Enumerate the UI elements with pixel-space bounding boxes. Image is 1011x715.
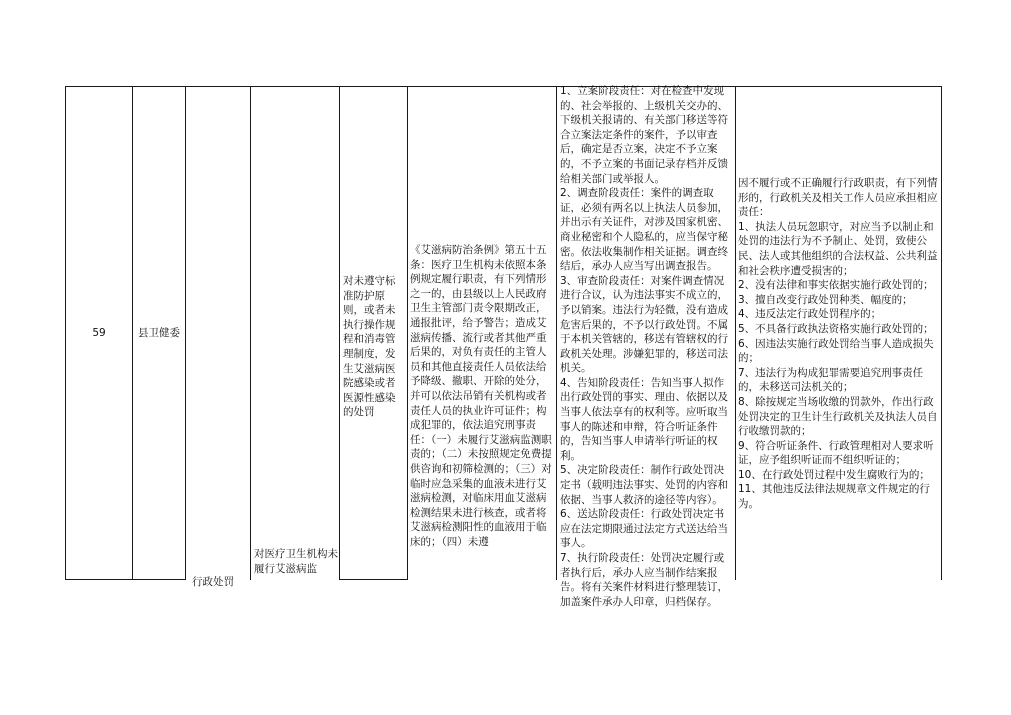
table-row-bottom-border	[65, 579, 185, 580]
row-number-cell	[66, 87, 132, 579]
item-name-cell	[251, 87, 339, 579]
department-cell	[133, 87, 185, 579]
accountability-list: 因不履行或不正确履行行政职责，有下列情形的，行政机关及相关工作人员应承担相应责任： 1、执法人员玩忽职守，对应当予以制止和处罚的违法行为不予制止、处罚，致使公民、法人或其他组织的合法权益、公共利益和社会秩序遭受损害的； 2、没有法律和事实依据实施行政处罚的； 3、擅自改变行政处罚种类、幅度的； 4、违反法定行政处罚程序的； 5、不具备行政执法资格实施行政处罚的； 6、因违法实施行政处罚给当事人造成损失的； 7、违法行为构成犯罪需要追究刑事责任的，未移送司法机关的； 8、除按规定当场收缴的罚款外，作出行政处罚决定的卫生计生行政机关及执法人员自行收缴罚款的； 9、符合听证条件、行政管理相对人要求听证，应予组织听证而不组织听证的； 10、在行政处罚过程中发生腐败行为的； 11、其他违反法律法规规章文件规定的行为。	[738, 177, 938, 511]
responsibility-list: 1、立案阶段责任：对在检查中发现的、社会举报的、上级机关交办的、下级机关报请的、有关部门移送等符合立案法定条件的案件，予以审查后，确定是否立案，决定不予立案的，不予立案的书面记录存档并反馈给相关部门或举报人。 2、调查阶段责任：案件的调查取证，必须有两名以上执法人员参加，并出示有关证件，对涉及国家机密、商业秘密和个人隐私的，应当保守秘密。依法收集制作相关证据。调查终结后，承办人应当写出调查报告。 3、审查阶段责任：对案件调查情况进行合议，认为违法事实不成立的，予以销案。违法行为轻微，没有造成危害后果的，不予以行政处罚。不属于本机关管辖的，移送有管辖权的行政机关处理。涉嫌犯罪的，移送司法机关。 4、告知阶段责任：告知当事人拟作出行政处罚的事实、理由、依据以及当事人依法享有的权利等。应听取当事人的陈述和申辩，符合听证条件的，告知当事人申请举行听证的权利。 5、决定阶段责任：制作行政处罚决定书（载明违法事实、处罚的内容和依据、当事人救济的途径等内容）。 6、送达阶段责任：行政处罚决定书应在法定期限通过法定方式送达给当事人。 7、执行阶段责任：处罚决定履行或者执行后，承办人应当制作结案报告。将有关案件材料进行整理装订，加盖案件承办人印章，归档保存。	[560, 85, 728, 608]
responsibilities-cell	[557, 85, 735, 608]
sub-item-cell	[340, 87, 407, 579]
item-name: 对医疗卫生机构未履行艾滋病监	[254, 548, 338, 575]
legal-basis: 《艾滋病防治条例》第五十五条：医疗卫生机构未依照本条例规定履行职责，有下列情形之一的，由县级以上人民政府卫生主管部门责令限期改正，通报批评，给予警告；造成艾滋病传播、流行或者其他严重后果的，对负有责任的主管人员和其他直接责任人员依法给予降级、撤职、开除的处分，并可以依法吊销有关机构或者责任人员的执业许可证件；构成犯罪的，依法追究刑事责任：（一）未履行艾滋病监测职责的；（二）未按照规定免费提供咨询和初筛检测的；（三）对临时应急采集的血液未进行艾滋病检测，对临床用血艾滋病检测结果未进行核查，或者将艾滋病检测阳性的血液用于临床的；（四）未遵	[410, 244, 552, 548]
department: 县卫健委	[138, 326, 180, 339]
basis-cell	[408, 87, 556, 579]
category-label: 行政处罚	[192, 576, 234, 588]
accountability-cell	[736, 87, 941, 579]
table-right-border	[941, 86, 942, 580]
category-cell	[186, 87, 250, 588]
table-row-bottom-border-subitem	[339, 579, 407, 580]
row-number: 59	[92, 326, 106, 339]
sub-item: 对未遵守标准防护原则，或者未执行操作规程和消毒管理制度，发生艾滋病医院感染或者医源性感染的处罚	[343, 275, 396, 419]
